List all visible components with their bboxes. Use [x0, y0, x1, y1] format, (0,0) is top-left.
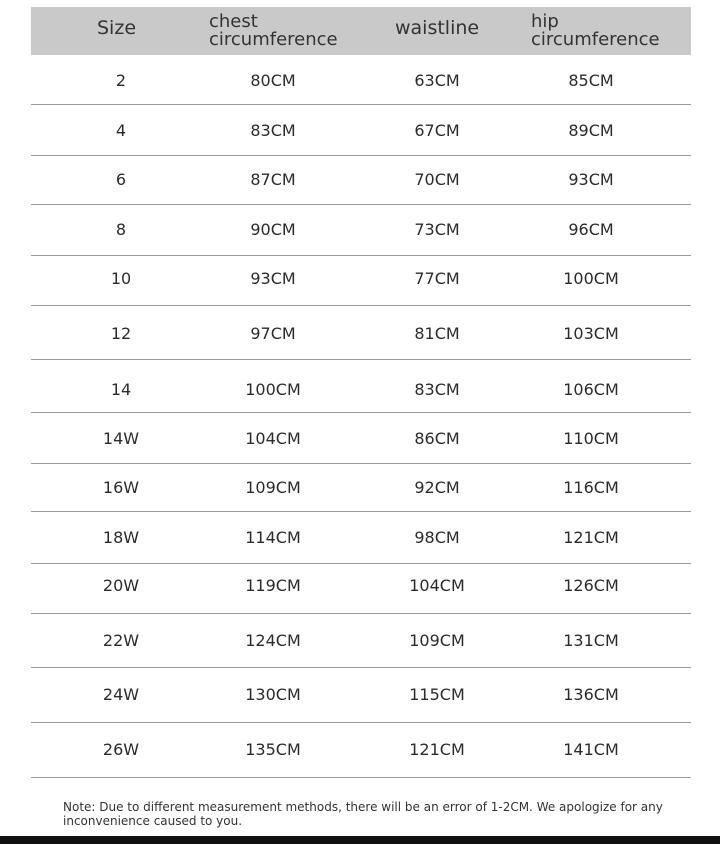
row-divider	[31, 722, 691, 723]
cell-size: 26W	[102, 740, 140, 759]
cell-size: 16W	[102, 478, 140, 497]
cell-size: 6	[115, 170, 127, 189]
cell-chest: 97CM	[250, 324, 296, 343]
cell-hip: 136CM	[563, 685, 619, 704]
row-divider	[31, 667, 691, 668]
row-divider	[31, 777, 691, 778]
cell-waist: 77CM	[414, 269, 460, 288]
cell-waist: 67CM	[414, 121, 460, 140]
row-divider	[31, 563, 691, 564]
cell-hip: 89CM	[568, 121, 614, 140]
cell-chest: 130CM	[245, 685, 301, 704]
cell-waist: 70CM	[414, 170, 460, 189]
cell-chest: 114CM	[245, 528, 301, 547]
cell-chest: 135CM	[245, 740, 301, 759]
header-hip-circumference	[531, 13, 660, 49]
row-divider	[31, 204, 691, 205]
row-divider	[31, 305, 691, 306]
cell-chest: 83CM	[250, 121, 296, 140]
cell-chest: 119CM	[245, 576, 301, 595]
cell-hip: 106CM	[563, 380, 619, 399]
cell-hip: 103CM	[563, 324, 619, 343]
header-hip-line1: hip	[531, 11, 559, 32]
cell-size: 22W	[102, 631, 140, 650]
header-hip-line2: circumference	[531, 29, 660, 50]
header-chest-line2: circumference	[209, 29, 338, 50]
cell-hip: 131CM	[563, 631, 619, 650]
cell-waist: 109CM	[409, 631, 465, 650]
cell-size: 14W	[102, 429, 140, 448]
row-divider	[31, 463, 691, 464]
header-chest-circumference	[209, 13, 338, 49]
cell-size: 4	[115, 121, 127, 140]
cell-waist: 121CM	[409, 740, 465, 759]
bottom-bar	[0, 836, 720, 844]
cell-waist: 83CM	[414, 380, 460, 399]
cell-hip: 96CM	[568, 220, 614, 239]
cell-chest: 100CM	[245, 380, 301, 399]
cell-hip: 110CM	[563, 429, 619, 448]
cell-chest: 90CM	[250, 220, 296, 239]
cell-chest: 104CM	[245, 429, 301, 448]
cell-chest: 80CM	[250, 71, 296, 90]
cell-size: 2	[115, 71, 127, 90]
cell-waist: 98CM	[414, 528, 460, 547]
header-size: Size	[97, 17, 137, 39]
row-divider	[31, 511, 691, 512]
header-waistline: waistline	[395, 17, 480, 39]
cell-waist: 115CM	[409, 685, 465, 704]
row-divider	[31, 613, 691, 614]
row-divider	[31, 155, 691, 156]
cell-hip: 141CM	[563, 740, 619, 759]
cell-size: 18W	[102, 528, 140, 547]
cell-size: 20W	[102, 576, 140, 595]
cell-waist: 92CM	[414, 478, 460, 497]
cell-size: 12	[110, 324, 132, 343]
cell-hip: 100CM	[563, 269, 619, 288]
cell-waist: 63CM	[414, 71, 460, 90]
cell-size: 10	[110, 269, 132, 288]
row-divider	[31, 104, 691, 105]
cell-waist: 104CM	[409, 576, 465, 595]
cell-size: 14	[110, 380, 132, 399]
cell-waist: 81CM	[414, 324, 460, 343]
cell-chest: 93CM	[250, 269, 296, 288]
cell-waist: 73CM	[414, 220, 460, 239]
cell-hip: 121CM	[563, 528, 619, 547]
header-chest-line1: chest	[209, 11, 258, 32]
cell-hip: 116CM	[563, 478, 619, 497]
cell-chest: 124CM	[245, 631, 301, 650]
cell-size: 8	[115, 220, 127, 239]
cell-size: 24W	[102, 685, 140, 704]
measurement-note: Note: Due to different measurement methods, there will be an error of 1-2CM. We apologize for any inconvenience caused to you.	[63, 800, 663, 828]
cell-waist: 86CM	[414, 429, 460, 448]
cell-hip: 93CM	[568, 170, 614, 189]
row-divider	[31, 359, 691, 360]
cell-chest: 109CM	[245, 478, 301, 497]
cell-chest: 87CM	[250, 170, 296, 189]
row-divider	[31, 255, 691, 256]
size-table-header	[31, 7, 691, 55]
cell-hip: 126CM	[563, 576, 619, 595]
row-divider	[31, 412, 691, 413]
cell-hip: 85CM	[568, 71, 614, 90]
